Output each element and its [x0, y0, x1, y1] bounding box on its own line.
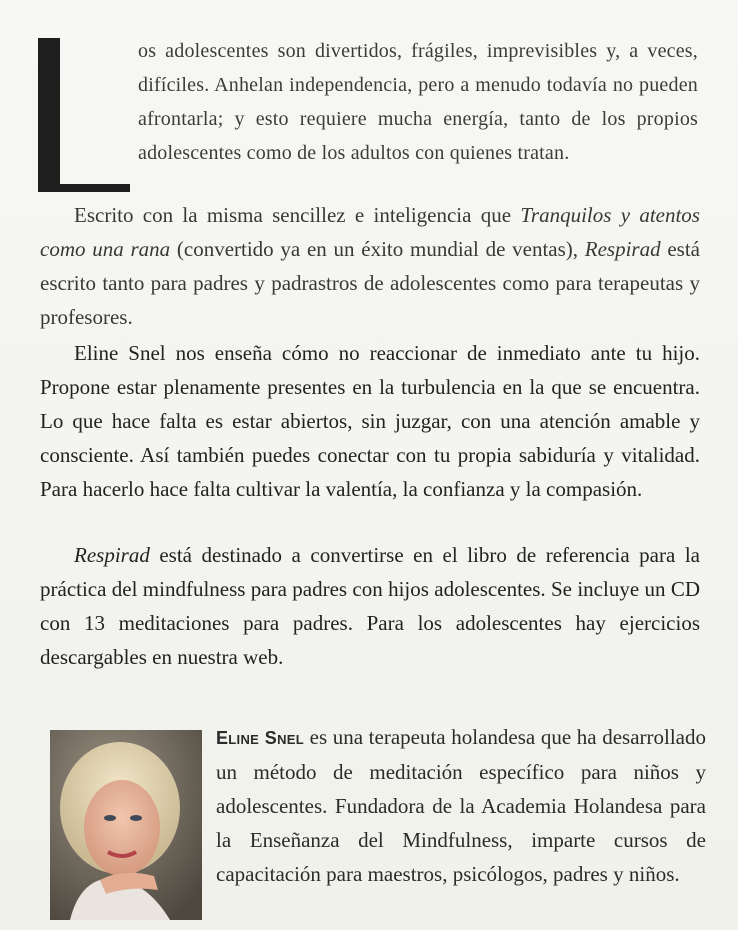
author-name: Eline Snel [216, 728, 304, 748]
intro-line: todavía no pueden afrontarla; y esto requiere mucha [138, 74, 698, 130]
author-bio [216, 720, 706, 891]
text-span: está destinado a convertirse en el libro de referencia para la práctica del mindfulness para padres con hijos adolescentes. Se incluye un CD con 13 meditaciones para padres. Para los adolescentes hay ejercicios descargables en nuestra web. [40, 543, 700, 669]
drop-cap-foot [38, 184, 130, 192]
text-span: está escrito tanto para padres y padrastros de adolescentes como para terapeutas y profesores. [40, 237, 700, 329]
intro-line: adultos con quienes tratan. [350, 142, 570, 164]
text-span: Escrito con la misma sencillez e inteligencia que [74, 203, 521, 227]
author-bio-text: es una terapeuta holandesa que ha desarrollado un método de meditación específico para niños y adolescentes. Fundadora de la Academia Holandesa para la Enseñanza del Mindfulness, imparte cursos de capacitación para maestros, psicólogos, padres y niños. [216, 725, 706, 886]
text-span: (convertido ya en un éxito mundial de ventas), [170, 237, 585, 261]
italic-title: Tranquilos y atentos como una rana [40, 203, 700, 261]
intro-line: energía, tanto de los propios adolescentes como de los [138, 108, 699, 164]
paragraph-book-comparison [40, 198, 700, 334]
intro-line: veces, difíciles. Anhelan independencia, pero a menudo [138, 40, 698, 96]
text-span: Eline Snel nos enseña cómo no reaccionar de inmediato ante tu hijo. Propone estar plenamente presentes en la turbulencia en la que se encuentra. Lo que hace falta es estar abiertos, sin juzgar, con una atención amable y consciente. Así también puedes conectar con tu propia sabiduría y vitalidad. Para hacerlo hace falta cultivar la valentía, la confianza y la compasión. [40, 341, 700, 501]
intro-paragraph [138, 34, 698, 170]
author-portrait-illustration [50, 730, 202, 920]
author-photo [50, 730, 202, 920]
drop-cap-stem [38, 38, 60, 192]
paragraph-reference [40, 538, 700, 674]
intro-line: os adolescentes son divertidos, frágiles, imprevisibles y, a [138, 40, 639, 62]
italic-book-title: Respirad [74, 543, 150, 567]
italic-book-title: Respirad [584, 237, 661, 261]
paragraph-method [40, 336, 700, 506]
drop-cap [38, 38, 130, 192]
